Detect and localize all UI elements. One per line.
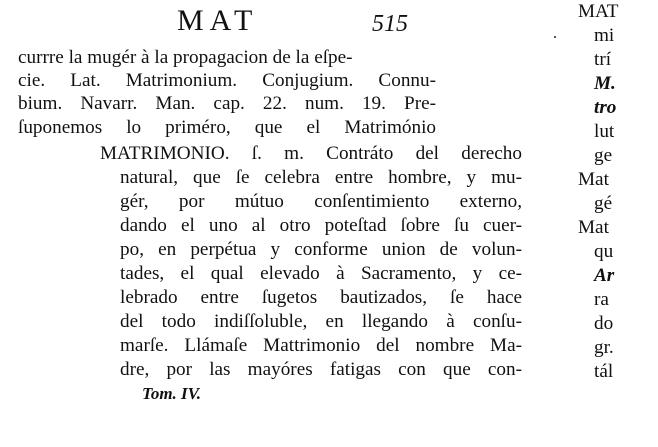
entry-line: dando el uno al otro poteſtad ſobre ſu cuer-	[120, 215, 522, 236]
entry-line: po, en perpétua y conforme union de volun-	[120, 239, 522, 260]
adjacent-line: qu	[594, 241, 614, 262]
text-line: currre la mugér à la propagacion de la eſpe-	[18, 47, 353, 68]
adjacent-line: Ar	[594, 265, 615, 286]
adjacent-line: tro	[594, 97, 617, 118]
adjacent-line: trí	[594, 49, 612, 70]
adjacent-line: mi	[594, 25, 615, 46]
text-line: ſuponemos lo priméro, que el Matrimónio	[18, 117, 436, 138]
entry-line: dre, por las mayóres fatigas con que con-	[120, 359, 522, 380]
volume-reference: Tom. IV.	[142, 384, 202, 403]
running-head-word: MAT	[177, 4, 259, 37]
adjacent-line: tál	[594, 361, 614, 382]
text-line: cie. Lat. Matrimonium. Conjugium. Connu-	[18, 70, 436, 91]
adjacent-line: Mat	[578, 217, 609, 238]
adjacent-line: lut	[594, 121, 615, 142]
entry-headword-line: MATRIMONIO. ſ. m. Contráto del derecho	[100, 143, 522, 164]
adjacent-line: gé	[594, 193, 613, 214]
page-number: 515	[372, 11, 408, 37]
entry-line: lebrado entre ſugetos bautizados, ſe hace	[120, 287, 522, 308]
text-line: bium. Navarr. Man. cap. 22. num. 19. Pre-	[18, 93, 436, 114]
adjacent-line: M.	[594, 73, 616, 94]
adjacent-page-column	[578, 0, 658, 447]
entry-line: natural, que ſe celebra entre hombre, y mu-	[120, 167, 522, 188]
adjacent-line: do	[594, 313, 614, 334]
adjacent-line: ge	[594, 145, 613, 166]
adjacent-line: Mat	[578, 169, 609, 190]
adjacent-line: MAT	[578, 1, 619, 22]
adjacent-line: ra	[594, 289, 609, 310]
entry-line: marſe. Llámaſe Mattrimonio del nombre Ma-	[120, 335, 522, 356]
entry-line: del todo indiſſoluble, en llegando à conſu-	[120, 311, 522, 332]
entry-line: gér, por mútuo conſentimiento externo,	[120, 191, 522, 212]
print-speck	[554, 36, 556, 38]
entry-line: tades, el qual elevado à Sacramento, y ce-	[120, 263, 522, 284]
adjacent-line: gr.	[594, 337, 614, 358]
